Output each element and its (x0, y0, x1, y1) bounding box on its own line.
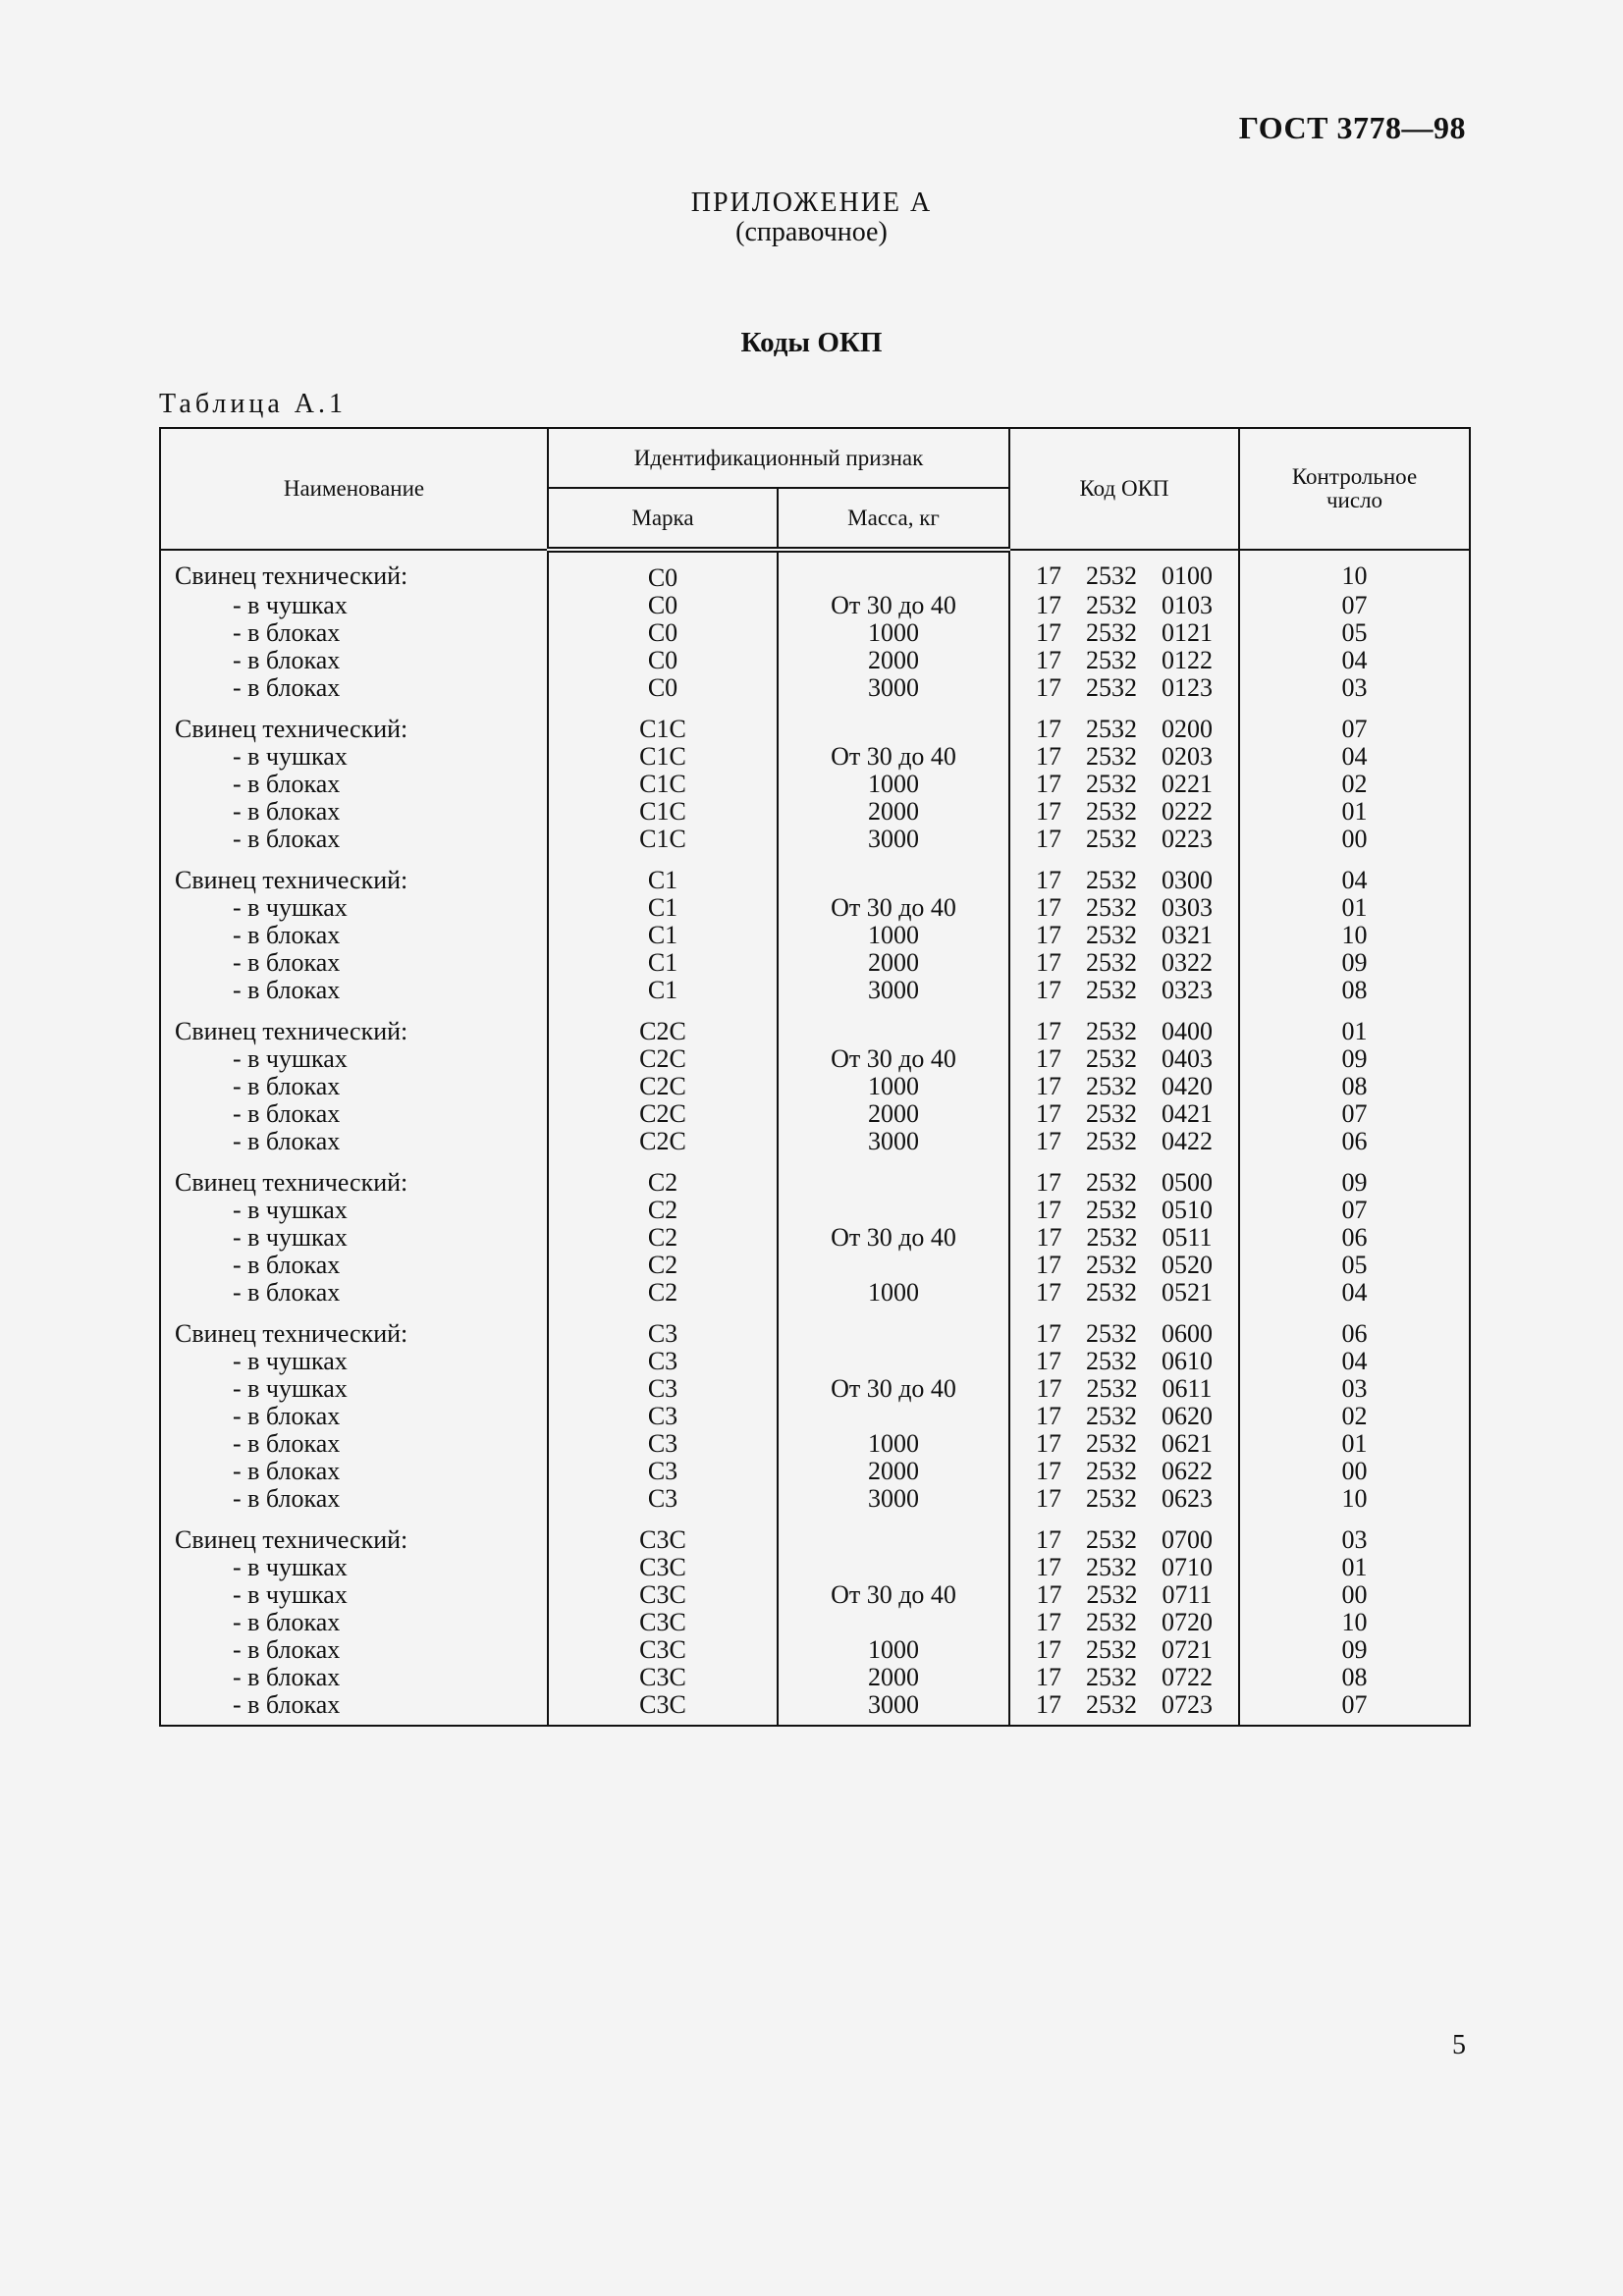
table-row (160, 1045, 1470, 1073)
table-row (160, 1664, 1470, 1691)
cell-mark: С1С (548, 826, 778, 853)
cell-name: - в чушках (160, 1197, 548, 1224)
cell-mark: С1 (548, 922, 778, 949)
cell-check-number: 03 (1239, 674, 1470, 702)
table-row (160, 1348, 1470, 1375)
cell-name: - в блоках (160, 647, 548, 674)
table-body (160, 550, 1470, 1726)
cell-check-number: 01 (1239, 1554, 1470, 1581)
cell-mass: 3000 (778, 826, 1009, 853)
appendix-title: ПРИЛОЖЕНИЕ А (690, 187, 933, 218)
cell-mass: От 30 до 40 (778, 592, 1009, 619)
cell-name: - в блоках (160, 674, 548, 702)
cell-mark: С2 (548, 1279, 778, 1307)
cell-check-number: 06 (1239, 1128, 1470, 1155)
cell-check-number: 04 (1239, 853, 1470, 894)
cell-mass (778, 1155, 1009, 1197)
cell-check-number: 08 (1239, 977, 1470, 1004)
cell-check-number: 07 (1239, 702, 1470, 743)
cell-mark: С3С (548, 1691, 778, 1726)
cell-name: - в блоках (160, 1430, 548, 1458)
cell-mark: С3С (548, 1581, 778, 1609)
cell-okp-code: 17 2532 0721 (1009, 1636, 1239, 1664)
cell-name: - в блоках (160, 1100, 548, 1128)
header-check: Контрольное число (1239, 428, 1470, 550)
cell-mass: 2000 (778, 1664, 1009, 1691)
cell-okp-code: 17 2532 0222 (1009, 798, 1239, 826)
cell-check-number: 01 (1239, 1430, 1470, 1458)
cell-mark: С3 (548, 1458, 778, 1485)
cell-okp-code: 17 2532 0621 (1009, 1430, 1239, 1458)
cell-name: - в блоках (160, 977, 548, 1004)
table-row (160, 894, 1470, 922)
cell-mass (778, 1348, 1009, 1375)
cell-name: - в блоках (160, 922, 548, 949)
cell-mass: 3000 (778, 977, 1009, 1004)
cell-okp-code: 17 2532 0623 (1009, 1485, 1239, 1513)
cell-check-number: 08 (1239, 1664, 1470, 1691)
cell-mass (778, 1004, 1009, 1045)
cell-mark: С2 (548, 1224, 778, 1252)
cell-name: - в блоках (160, 1128, 548, 1155)
cell-mark: С3 (548, 1375, 778, 1403)
cell-name: - в чушках (160, 743, 548, 771)
cell-okp-code: 17 2532 0622 (1009, 1458, 1239, 1485)
cell-okp-code: 17 2532 0520 (1009, 1252, 1239, 1279)
cell-okp-code: 17 2532 0500 (1009, 1155, 1239, 1197)
cell-check-number: 00 (1239, 1458, 1470, 1485)
cell-name: - в блоках (160, 1403, 548, 1430)
table-label: Таблица А.1 (159, 389, 347, 419)
cell-name: Свинец технический: (160, 1513, 548, 1554)
table-row (160, 1252, 1470, 1279)
page-number: 5 (1452, 2030, 1466, 2060)
cell-mark: С1 (548, 894, 778, 922)
cell-name: Свинец технический: (160, 1004, 548, 1045)
table-row (160, 1155, 1470, 1197)
cell-check-number: 04 (1239, 1348, 1470, 1375)
table-row (160, 619, 1470, 647)
cell-mass (778, 1554, 1009, 1581)
cell-mark: С2 (548, 1155, 778, 1197)
table-row (160, 1197, 1470, 1224)
cell-check-number: 08 (1239, 1073, 1470, 1100)
cell-check-number: 00 (1239, 1581, 1470, 1609)
table-row (160, 771, 1470, 798)
cell-check-number: 05 (1239, 619, 1470, 647)
cell-okp-code: 17 2532 0203 (1009, 743, 1239, 771)
cell-name: - в чушках (160, 1554, 548, 1581)
cell-mark: С3 (548, 1430, 778, 1458)
cell-mass: 3000 (778, 674, 1009, 702)
cell-check-number: 01 (1239, 798, 1470, 826)
cell-mark: С3С (548, 1664, 778, 1691)
cell-okp-code: 17 2532 0700 (1009, 1513, 1239, 1554)
cell-okp-code: 17 2532 0610 (1009, 1348, 1239, 1375)
table-row (160, 1279, 1470, 1307)
cell-check-number: 07 (1239, 1691, 1470, 1726)
section-title: Коды ОКП (740, 327, 883, 358)
cell-okp-code: 17 2532 0321 (1009, 922, 1239, 949)
table-row (160, 1513, 1470, 1554)
cell-name: - в блоках (160, 798, 548, 826)
table-row (160, 1609, 1470, 1636)
cell-mark: С3 (548, 1348, 778, 1375)
cell-okp-code: 17 2532 0710 (1009, 1554, 1239, 1581)
table-row (160, 1458, 1470, 1485)
cell-mass (778, 1307, 1009, 1348)
cell-check-number: 10 (1239, 1609, 1470, 1636)
cell-check-number: 02 (1239, 771, 1470, 798)
cell-name: - в чушках (160, 1045, 548, 1073)
cell-check-number: 10 (1239, 922, 1470, 949)
cell-name: - в блоках (160, 1664, 548, 1691)
cell-mark: С3С (548, 1513, 778, 1554)
table-row (160, 1375, 1470, 1403)
cell-mass: От 30 до 40 (778, 1581, 1009, 1609)
cell-mark: С1 (548, 853, 778, 894)
cell-mass (778, 1197, 1009, 1224)
cell-name: - в блоках (160, 949, 548, 977)
okp-codes-table (159, 427, 1471, 1727)
cell-name: - в блоках (160, 619, 548, 647)
cell-mark: С0 (548, 674, 778, 702)
cell-name: - в блоках (160, 1458, 548, 1485)
cell-name: - в блоках (160, 1691, 548, 1726)
cell-mark: С1С (548, 743, 778, 771)
cell-okp-code: 17 2532 0510 (1009, 1197, 1239, 1224)
cell-mass: 1000 (778, 1636, 1009, 1664)
cell-name: - в блоках (160, 826, 548, 853)
cell-name: - в блоках (160, 771, 548, 798)
cell-check-number: 04 (1239, 743, 1470, 771)
cell-mark: С1С (548, 798, 778, 826)
cell-okp-code: 17 2532 0323 (1009, 977, 1239, 1004)
table-row (160, 1073, 1470, 1100)
cell-mass (778, 1403, 1009, 1430)
cell-check-number: 09 (1239, 949, 1470, 977)
table-row (160, 647, 1470, 674)
cell-mass: 3000 (778, 1128, 1009, 1155)
cell-check-number: 07 (1239, 592, 1470, 619)
cell-mass: 1000 (778, 922, 1009, 949)
cell-check-number: 06 (1239, 1307, 1470, 1348)
cell-mass: 1000 (778, 619, 1009, 647)
cell-mark: С2 (548, 1197, 778, 1224)
cell-name: - в чушках (160, 1224, 548, 1252)
cell-mark: С0 (548, 550, 778, 592)
cell-mass: От 30 до 40 (778, 1045, 1009, 1073)
cell-check-number: 02 (1239, 1403, 1470, 1430)
cell-mark: С2С (548, 1073, 778, 1100)
cell-check-number: 10 (1239, 1485, 1470, 1513)
table-row (160, 1004, 1470, 1045)
table-row (160, 853, 1470, 894)
table-row (160, 1100, 1470, 1128)
cell-mass (778, 853, 1009, 894)
cell-okp-code: 17 2532 0422 (1009, 1128, 1239, 1155)
table-row (160, 977, 1470, 1004)
cell-name: - в чушках (160, 1581, 548, 1609)
cell-mass: 1000 (778, 1279, 1009, 1307)
cell-okp-code: 17 2532 0420 (1009, 1073, 1239, 1100)
cell-mass: 3000 (778, 1691, 1009, 1726)
cell-name: - в блоках (160, 1252, 548, 1279)
cell-okp-code: 17 2532 0103 (1009, 592, 1239, 619)
cell-okp-code: 17 2532 0300 (1009, 853, 1239, 894)
cell-okp-code: 17 2532 0221 (1009, 771, 1239, 798)
cell-name: - в чушках (160, 1348, 548, 1375)
cell-okp-code: 17 2532 0421 (1009, 1100, 1239, 1128)
cell-mark: С3С (548, 1636, 778, 1664)
cell-okp-code: 17 2532 0303 (1009, 894, 1239, 922)
table-row (160, 674, 1470, 702)
cell-okp-code: 17 2532 0403 (1009, 1045, 1239, 1073)
cell-check-number: 10 (1239, 550, 1470, 592)
cell-name: Свинец технический: (160, 1155, 548, 1197)
appendix-subtitle: (справочное) (735, 217, 888, 247)
table-row (160, 1307, 1470, 1348)
cell-mass: 1000 (778, 1430, 1009, 1458)
cell-mark: С3 (548, 1403, 778, 1430)
cell-okp-code: 17 2532 0400 (1009, 1004, 1239, 1045)
cell-check-number: 07 (1239, 1197, 1470, 1224)
cell-name: - в чушках (160, 592, 548, 619)
cell-okp-code: 17 2532 0723 (1009, 1691, 1239, 1726)
cell-mass: 2000 (778, 798, 1009, 826)
table-row (160, 550, 1470, 592)
cell-okp-code: 17 2532 0200 (1009, 702, 1239, 743)
cell-check-number: 06 (1239, 1224, 1470, 1252)
cell-mass: От 30 до 40 (778, 1224, 1009, 1252)
table-row (160, 743, 1470, 771)
cell-check-number: 05 (1239, 1252, 1470, 1279)
cell-mark: С1С (548, 771, 778, 798)
cell-name: - в блоках (160, 1609, 548, 1636)
cell-okp-code: 17 2532 0600 (1009, 1307, 1239, 1348)
table-row (160, 922, 1470, 949)
cell-mark: С0 (548, 647, 778, 674)
header-ident: Идентификационный признак (548, 428, 1009, 488)
header-name: Наименование (160, 428, 548, 550)
cell-okp-code: 17 2532 0100 (1009, 550, 1239, 592)
table-row (160, 592, 1470, 619)
cell-name: Свинец технический: (160, 550, 548, 592)
cell-check-number: 03 (1239, 1513, 1470, 1554)
table-row (160, 1128, 1470, 1155)
cell-mark: С1 (548, 949, 778, 977)
cell-name: - в чушках (160, 894, 548, 922)
cell-mark: С2 (548, 1252, 778, 1279)
table-row (160, 1430, 1470, 1458)
cell-check-number: 01 (1239, 1004, 1470, 1045)
table-row (160, 1403, 1470, 1430)
table-row (160, 1691, 1470, 1726)
cell-mass: От 30 до 40 (778, 743, 1009, 771)
table-row (160, 1636, 1470, 1664)
cell-name: - в чушках (160, 1375, 548, 1403)
cell-check-number: 09 (1239, 1045, 1470, 1073)
cell-okp-code: 17 2532 0121 (1009, 619, 1239, 647)
cell-okp-code: 17 2532 0123 (1009, 674, 1239, 702)
appendix-heading (0, 188, 1623, 247)
cell-mark: С2С (548, 1004, 778, 1045)
cell-name: - в блоках (160, 1073, 548, 1100)
cell-mark: С0 (548, 619, 778, 647)
cell-okp-code: 17 2532 0620 (1009, 1403, 1239, 1430)
header-code: Код ОКП (1009, 428, 1239, 550)
cell-mark: С0 (548, 592, 778, 619)
cell-check-number: 00 (1239, 826, 1470, 853)
cell-mass (778, 1609, 1009, 1636)
cell-okp-code: 17 2532 0322 (1009, 949, 1239, 977)
cell-check-number: 09 (1239, 1155, 1470, 1197)
header-mass: Масса, кг (778, 488, 1009, 550)
cell-mass: 1000 (778, 1073, 1009, 1100)
cell-name: - в блоках (160, 1636, 548, 1664)
cell-mark: С2С (548, 1045, 778, 1073)
cell-mass: 2000 (778, 647, 1009, 674)
cell-mass (778, 702, 1009, 743)
cell-mark: С3С (548, 1554, 778, 1581)
table-row (160, 1485, 1470, 1513)
cell-mass: 1000 (778, 771, 1009, 798)
cell-mark: С2С (548, 1100, 778, 1128)
cell-mass: От 30 до 40 (778, 1375, 1009, 1403)
cell-mark: С1 (548, 977, 778, 1004)
cell-okp-code: 17 2532 0722 (1009, 1664, 1239, 1691)
cell-mark: С2С (548, 1128, 778, 1155)
cell-check-number: 03 (1239, 1375, 1470, 1403)
cell-mark: С3 (548, 1485, 778, 1513)
cell-mass: 2000 (778, 1458, 1009, 1485)
cell-check-number: 01 (1239, 894, 1470, 922)
cell-mass (778, 1252, 1009, 1279)
cell-mark: С3С (548, 1609, 778, 1636)
cell-okp-code: 17 2532 0611 (1009, 1375, 1239, 1403)
table-row (160, 798, 1470, 826)
cell-okp-code: 17 2532 0521 (1009, 1279, 1239, 1307)
cell-okp-code: 17 2532 0720 (1009, 1609, 1239, 1636)
cell-name: Свинец технический: (160, 1307, 548, 1348)
table-row (160, 1554, 1470, 1581)
cell-okp-code: 17 2532 0511 (1009, 1224, 1239, 1252)
cell-mass: 2000 (778, 1100, 1009, 1128)
cell-okp-code: 17 2532 0711 (1009, 1581, 1239, 1609)
cell-mark: С3 (548, 1307, 778, 1348)
table-row (160, 949, 1470, 977)
cell-okp-code: 17 2532 0223 (1009, 826, 1239, 853)
cell-check-number: 04 (1239, 1279, 1470, 1307)
cell-mass (778, 550, 1009, 592)
document-code: ГОСТ 3778—98 (1238, 110, 1466, 145)
cell-check-number: 04 (1239, 647, 1470, 674)
cell-mass (778, 1513, 1009, 1554)
cell-mass: От 30 до 40 (778, 894, 1009, 922)
cell-check-number: 07 (1239, 1100, 1470, 1128)
header-mark: Марка (548, 488, 778, 550)
cell-mass: 2000 (778, 949, 1009, 977)
cell-mark: С1С (548, 702, 778, 743)
table-row (160, 826, 1470, 853)
cell-okp-code: 17 2532 0122 (1009, 647, 1239, 674)
cell-check-number: 09 (1239, 1636, 1470, 1664)
table-row (160, 702, 1470, 743)
table-row (160, 1581, 1470, 1609)
cell-name: - в блоках (160, 1279, 548, 1307)
cell-mass: 3000 (778, 1485, 1009, 1513)
table-row (160, 1224, 1470, 1252)
cell-name: Свинец технический: (160, 702, 548, 743)
cell-name: Свинец технический: (160, 853, 548, 894)
cell-name: - в блоках (160, 1485, 548, 1513)
